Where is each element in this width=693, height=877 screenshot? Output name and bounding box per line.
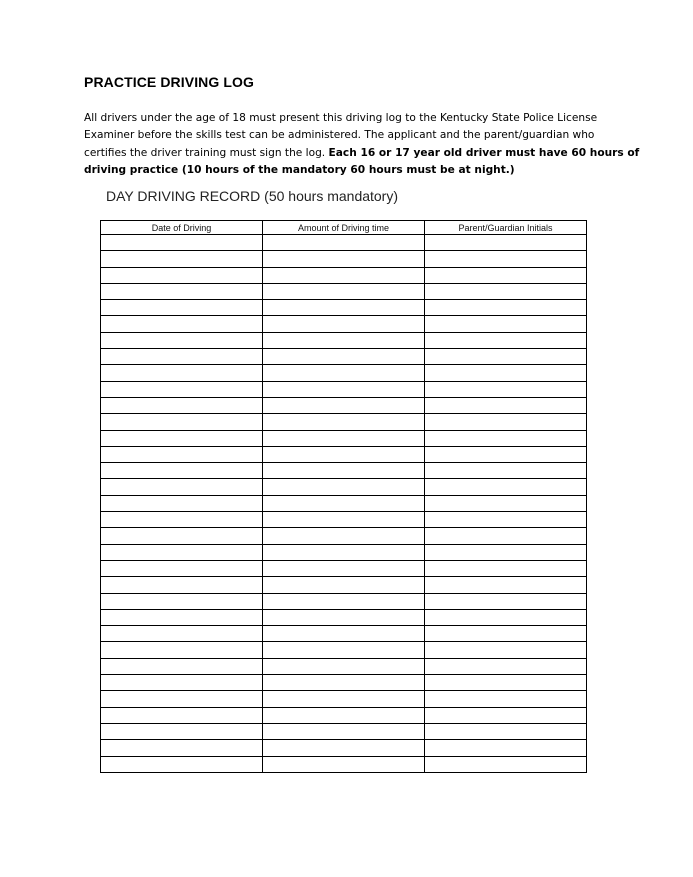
table-row — [101, 740, 587, 756]
table-row — [101, 495, 587, 511]
initials-cell[interactable] — [425, 349, 587, 365]
table-row — [101, 397, 587, 413]
date-of-driving-cell[interactable] — [101, 430, 263, 446]
initials-cell[interactable] — [425, 251, 587, 267]
date-of-driving-cell[interactable] — [101, 300, 263, 316]
initials-cell[interactable] — [425, 723, 587, 739]
initials-cell[interactable] — [425, 430, 587, 446]
table-row — [101, 446, 587, 462]
driving-time-cell[interactable] — [263, 479, 425, 495]
date-of-driving-cell[interactable] — [101, 446, 263, 462]
table-row — [101, 332, 587, 348]
table-row — [101, 365, 587, 381]
driving-time-cell[interactable] — [263, 560, 425, 576]
driving-time-cell[interactable] — [263, 756, 425, 772]
driving-time-cell[interactable] — [263, 626, 425, 642]
initials-cell[interactable] — [425, 365, 587, 381]
table-row — [101, 609, 587, 625]
date-of-driving-cell[interactable] — [101, 560, 263, 576]
initials-cell[interactable] — [425, 642, 587, 658]
initials-cell[interactable] — [425, 463, 587, 479]
initials-cell[interactable] — [425, 675, 587, 691]
driving-time-cell[interactable] — [263, 267, 425, 283]
intro-paragraph — [84, 110, 640, 179]
driving-time-cell[interactable] — [263, 251, 425, 267]
table-row — [101, 626, 587, 642]
initials-cell[interactable] — [425, 300, 587, 316]
driving-time-cell[interactable] — [263, 675, 425, 691]
driving-time-cell[interactable] — [263, 283, 425, 299]
table-row — [101, 235, 587, 251]
driving-time-cell[interactable] — [263, 381, 425, 397]
date-of-driving-cell[interactable] — [101, 512, 263, 528]
date-of-driving-cell[interactable] — [101, 528, 263, 544]
intro-line-4-bold: driving practice (10 hours of the mandatory 60 hours must be at night.) — [84, 163, 515, 176]
table-row — [101, 381, 587, 397]
driving-time-cell[interactable] — [263, 577, 425, 593]
initials-cell[interactable] — [425, 495, 587, 511]
initials-cell[interactable] — [425, 235, 587, 251]
driving-time-cell[interactable] — [263, 414, 425, 430]
driving-time-cell[interactable] — [263, 723, 425, 739]
initials-cell[interactable] — [425, 740, 587, 756]
table-row — [101, 349, 587, 365]
table-row — [101, 691, 587, 707]
table-row — [101, 593, 587, 609]
driving-time-cell[interactable] — [263, 642, 425, 658]
date-of-driving-cell[interactable] — [101, 316, 263, 332]
section-title: DAY DRIVING RECORD (50 hours mandatory) — [106, 188, 399, 204]
initials-cell[interactable] — [425, 283, 587, 299]
date-of-driving-cell[interactable] — [101, 332, 263, 348]
date-of-driving-cell[interactable] — [101, 381, 263, 397]
initials-cell[interactable] — [425, 446, 587, 462]
date-of-driving-cell[interactable] — [101, 349, 263, 365]
driving-time-cell[interactable] — [263, 463, 425, 479]
initials-cell[interactable] — [425, 316, 587, 332]
driving-time-cell[interactable] — [263, 300, 425, 316]
date-of-driving-cell[interactable] — [101, 479, 263, 495]
table-row — [101, 283, 587, 299]
date-of-driving-cell[interactable] — [101, 642, 263, 658]
table-row — [101, 642, 587, 658]
date-of-driving-cell[interactable] — [101, 740, 263, 756]
initials-cell[interactable] — [425, 381, 587, 397]
driving-time-cell[interactable] — [263, 316, 425, 332]
table-row — [101, 300, 587, 316]
table-row — [101, 414, 587, 430]
driving-time-cell[interactable] — [263, 528, 425, 544]
initials-cell[interactable] — [425, 609, 587, 625]
initials-cell[interactable] — [425, 544, 587, 560]
date-of-driving-cell[interactable] — [101, 626, 263, 642]
initials-cell[interactable] — [425, 691, 587, 707]
table-row — [101, 707, 587, 723]
intro-line-3-bold: Each 16 or 17 year old driver must have 60 hours of — [328, 146, 640, 159]
driving-time-cell[interactable] — [263, 593, 425, 609]
date-of-driving-cell[interactable] — [101, 707, 263, 723]
initials-cell[interactable] — [425, 577, 587, 593]
date-of-driving-cell[interactable] — [101, 365, 263, 381]
date-of-driving-cell[interactable] — [101, 463, 263, 479]
table-row — [101, 463, 587, 479]
initials-cell[interactable] — [425, 626, 587, 642]
initials-cell[interactable] — [425, 756, 587, 772]
date-of-driving-cell[interactable] — [101, 658, 263, 674]
initials-cell[interactable] — [425, 658, 587, 674]
table-row — [101, 723, 587, 739]
table-row — [101, 675, 587, 691]
table-body — [101, 235, 587, 773]
initials-cell[interactable] — [425, 332, 587, 348]
date-of-driving-cell[interactable] — [101, 267, 263, 283]
table-row — [101, 577, 587, 593]
initials-cell[interactable] — [425, 267, 587, 283]
header-date-of-driving: Date of Driving — [101, 221, 263, 235]
date-of-driving-cell[interactable] — [101, 235, 263, 251]
driving-time-cell[interactable] — [263, 349, 425, 365]
initials-cell[interactable] — [425, 560, 587, 576]
driving-time-cell[interactable] — [263, 446, 425, 462]
table-row — [101, 430, 587, 446]
driving-time-cell[interactable] — [263, 609, 425, 625]
date-of-driving-cell[interactable] — [101, 675, 263, 691]
driving-time-cell[interactable] — [263, 512, 425, 528]
table-row — [101, 251, 587, 267]
driving-time-cell[interactable] — [263, 332, 425, 348]
page-title: PRACTICE DRIVING LOG — [84, 74, 255, 90]
driving-time-cell[interactable] — [263, 235, 425, 251]
initials-cell[interactable] — [425, 414, 587, 430]
driving-time-cell[interactable] — [263, 430, 425, 446]
date-of-driving-cell[interactable] — [101, 577, 263, 593]
date-of-driving-cell[interactable] — [101, 756, 263, 772]
table-row — [101, 560, 587, 576]
table-row — [101, 528, 587, 544]
date-of-driving-cell[interactable] — [101, 495, 263, 511]
header-parent-guardian-initials: Parent/Guardian Initials — [425, 221, 587, 235]
table-row — [101, 756, 587, 772]
driving-time-cell[interactable] — [263, 397, 425, 413]
date-of-driving-cell[interactable] — [101, 691, 263, 707]
date-of-driving-cell[interactable] — [101, 723, 263, 739]
header-amount-of-driving-time: Amount of Driving time — [263, 221, 425, 235]
date-of-driving-cell[interactable] — [101, 544, 263, 560]
initials-cell[interactable] — [425, 593, 587, 609]
intro-line-1: All drivers under the age of 18 must present this driving log to the Kentucky State Police License — [84, 112, 598, 124]
table-row — [101, 267, 587, 283]
intro-line-4 — [84, 162, 614, 179]
table-row — [101, 316, 587, 332]
date-of-driving-cell[interactable] — [101, 251, 263, 267]
initials-cell[interactable] — [425, 707, 587, 723]
driving-time-cell[interactable] — [263, 658, 425, 674]
date-of-driving-cell[interactable] — [101, 397, 263, 413]
intro-line-3 — [84, 145, 640, 162]
table-row — [101, 512, 587, 528]
table-row — [101, 544, 587, 560]
intro-line-3-normal: certifies the driver training must sign the log. — [84, 146, 329, 159]
intro-line-2: Examiner before the skills test can be administered. The applicant and the parent/guardian who — [84, 129, 595, 142]
driving-time-cell[interactable] — [263, 740, 425, 756]
driving-time-cell[interactable] — [263, 365, 425, 381]
table-row — [101, 658, 587, 674]
driving-time-cell[interactable] — [263, 544, 425, 560]
driving-time-cell[interactable] — [263, 691, 425, 707]
table-header-row — [101, 221, 587, 235]
table-row — [101, 479, 587, 495]
date-of-driving-cell[interactable] — [101, 414, 263, 430]
initials-cell[interactable] — [425, 528, 587, 544]
date-of-driving-cell[interactable] — [101, 283, 263, 299]
initials-cell[interactable] — [425, 479, 587, 495]
date-of-driving-cell[interactable] — [101, 609, 263, 625]
date-of-driving-cell[interactable] — [101, 593, 263, 609]
initials-cell[interactable] — [425, 512, 587, 528]
driving-time-cell[interactable] — [263, 707, 425, 723]
initials-cell[interactable] — [425, 397, 587, 413]
driving-time-cell[interactable] — [263, 495, 425, 511]
day-driving-table — [100, 220, 587, 773]
